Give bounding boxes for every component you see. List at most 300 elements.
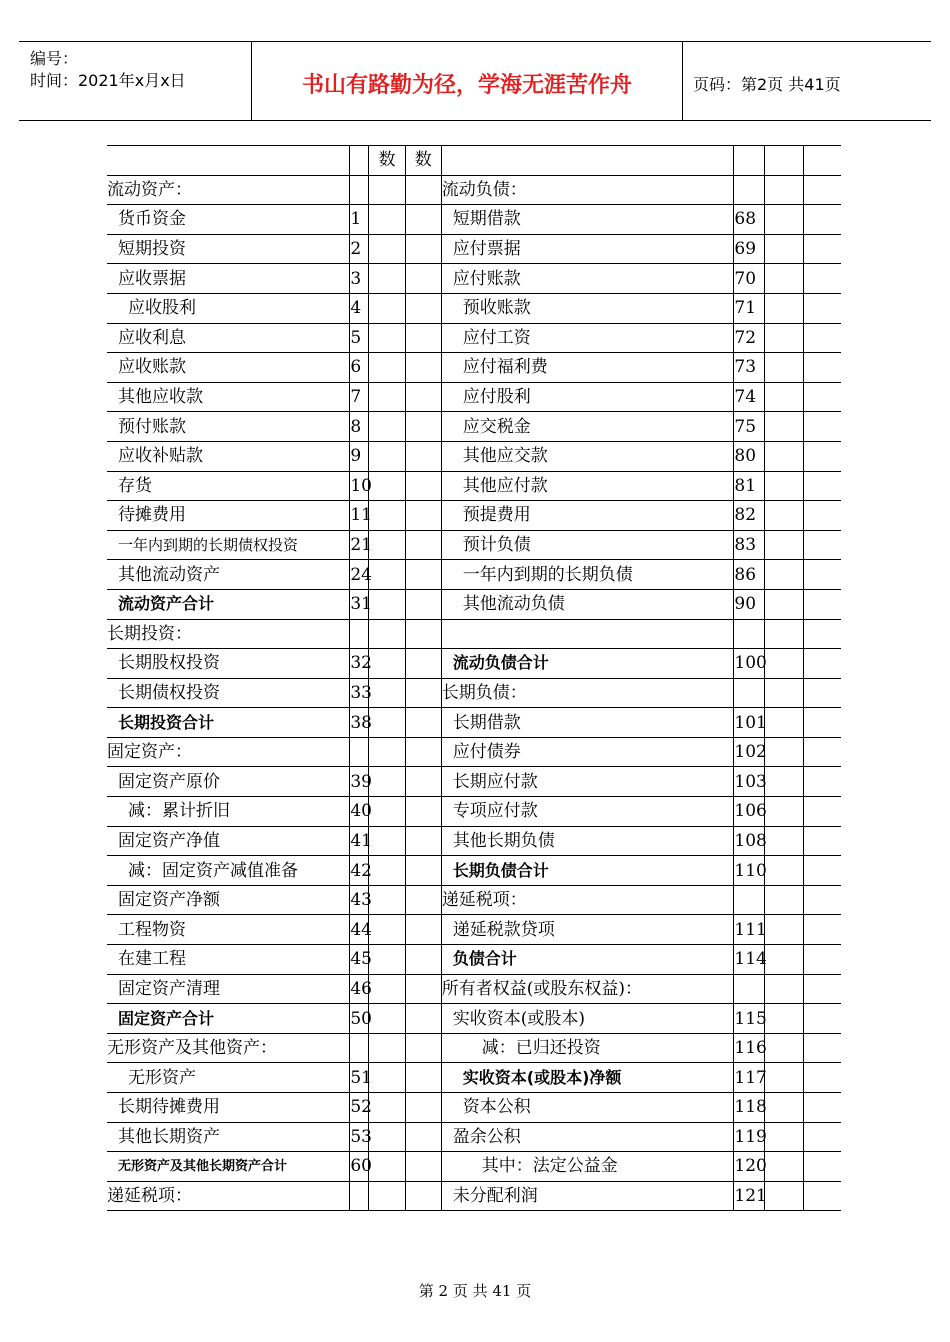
right-row-number <box>734 619 764 649</box>
left-value-cell <box>369 1093 405 1123</box>
right-row-number-text: 74 <box>734 387 757 408</box>
table-row <box>107 293 841 323</box>
left-value-cell <box>405 1004 441 1034</box>
right-value-cell <box>764 708 803 738</box>
right-row-number-text: 102 <box>734 742 767 763</box>
table-row <box>107 205 841 235</box>
left-value-cell <box>369 767 405 797</box>
right-item-label-text: 其他流动负债 <box>462 594 565 615</box>
left-row-number-text: 38 <box>350 712 372 733</box>
document-time-label: 时间：2021年x月x日 <box>30 71 186 90</box>
right-value-cell <box>764 856 803 886</box>
left-item-label-text: 递延税项： <box>107 1186 192 1207</box>
right-value-cell <box>803 293 841 323</box>
left-value-cell <box>405 708 441 738</box>
left-row-number-text: 6 <box>350 357 362 378</box>
right-row-number <box>734 293 764 323</box>
right-row-number-text: 69 <box>734 239 757 260</box>
left-item-label <box>107 945 350 975</box>
left-row-number <box>350 1093 372 1123</box>
left-row-number-text: 39 <box>350 771 372 792</box>
left-item-label <box>107 1152 350 1182</box>
table-row <box>107 323 841 353</box>
left-item-label-text: 固定资产清理 <box>118 978 220 999</box>
left-value-cell <box>405 323 441 353</box>
right-row-number <box>734 737 767 767</box>
table-row <box>107 974 841 1004</box>
left-value-cell <box>405 1152 441 1182</box>
right-row-number-text: 73 <box>734 357 757 378</box>
left-value-cell <box>369 323 405 353</box>
left-value-cell <box>369 205 405 235</box>
right-value-cell <box>764 501 803 531</box>
right-value-cell <box>764 441 803 471</box>
left-item-label <box>107 560 350 590</box>
right-item-label <box>441 678 734 708</box>
right-row-number-text: 70 <box>734 268 757 289</box>
left-row-number <box>350 619 369 649</box>
left-item-label <box>107 382 350 412</box>
right-item-label-text: 负债合计 <box>452 949 517 969</box>
column-header: 数 <box>405 146 441 176</box>
left-row-number <box>350 323 369 353</box>
right-row-number-text: 110 <box>734 860 767 881</box>
left-item-label-text: 固定资产原价 <box>118 771 220 792</box>
left-item-label-text: 流动资产： <box>107 179 192 200</box>
left-value-cell <box>369 856 405 886</box>
right-value-cell <box>803 1181 841 1211</box>
right-item-label <box>441 974 734 1004</box>
right-value-cell <box>803 619 841 649</box>
left-item-label-text: 长期债权投资 <box>118 682 220 703</box>
table-row <box>107 501 841 531</box>
left-value-cell <box>405 767 441 797</box>
left-value-cell <box>405 441 441 471</box>
right-value-cell <box>764 293 803 323</box>
right-row-number-text: 71 <box>734 298 757 319</box>
left-item-label <box>107 589 350 619</box>
right-value-cell <box>803 885 841 915</box>
right-item-label-text: 长期负债合计 <box>452 860 549 880</box>
left-row-number <box>350 1181 369 1211</box>
right-value-cell <box>764 264 803 294</box>
header-page-cell <box>683 42 931 120</box>
table-row <box>107 1033 841 1063</box>
header-page-number: 页码：第2页 共41页 <box>693 75 841 94</box>
left-value-cell <box>405 560 441 590</box>
left-item-label-text: 固定资产合计 <box>118 1008 215 1028</box>
left-row-number-text: 42 <box>350 860 372 881</box>
page-footer: 第 2 页 共 41 页 <box>418 1282 532 1300</box>
left-item-label-text: 待摊费用 <box>118 505 186 526</box>
left-item-label-text: 减：固定资产减值准备 <box>128 860 298 881</box>
left-item-label-text: 无形资产及其他资产： <box>107 1038 277 1059</box>
right-row-number <box>734 945 767 975</box>
left-value-cell <box>405 412 441 442</box>
left-value-cell <box>369 678 405 708</box>
left-value-cell <box>369 708 405 738</box>
right-item-label-text: 递延税款贷项 <box>452 919 555 940</box>
right-row-number <box>734 1152 767 1182</box>
motto-text: 书山有路勤为径，学海无涯苦作舟 <box>301 73 632 98</box>
right-item-label <box>441 619 734 649</box>
left-row-number <box>350 560 372 590</box>
right-value-cell <box>764 560 803 590</box>
right-item-label <box>441 1181 734 1211</box>
left-item-label <box>107 353 350 383</box>
left-item-label <box>107 323 350 353</box>
table-row <box>107 708 841 738</box>
left-item-label <box>107 264 350 294</box>
left-row-number-text: 52 <box>350 1097 372 1118</box>
left-row-number-text: 41 <box>350 830 372 851</box>
header-info-cell <box>19 42 252 120</box>
right-value-cell <box>803 678 841 708</box>
right-row-number <box>734 382 764 412</box>
right-row-number <box>734 1181 767 1211</box>
left-item-label <box>107 175 350 205</box>
left-value-cell <box>405 915 441 945</box>
right-item-label <box>441 323 734 353</box>
left-row-number-text: 2 <box>350 239 362 260</box>
table-row <box>107 412 841 442</box>
right-item-label <box>441 234 734 264</box>
left-value-cell <box>405 856 441 886</box>
left-item-label-text: 固定资产： <box>107 742 192 763</box>
left-item-label-text: 无形资产及其他长期资产合计 <box>118 1159 288 1175</box>
left-item-label-text: 长期待摊费用 <box>118 1097 220 1118</box>
table-row <box>107 945 841 975</box>
left-item-label-text: 应收票据 <box>118 268 186 289</box>
left-value-cell <box>369 530 405 560</box>
left-value-cell <box>405 619 441 649</box>
right-value-cell <box>764 945 803 975</box>
right-item-label <box>441 737 734 767</box>
right-row-number <box>734 412 764 442</box>
right-item-label-text: 递延税项： <box>441 890 527 911</box>
right-value-cell <box>764 619 803 649</box>
left-value-cell <box>369 589 405 619</box>
right-item-label-text: 其中：法定公益金 <box>481 1156 618 1177</box>
left-row-number-text: 45 <box>350 949 372 970</box>
left-row-number <box>350 234 369 264</box>
right-row-number-text: 121 <box>734 1186 767 1207</box>
left-value-cell <box>405 974 441 1004</box>
right-row-number <box>734 915 767 945</box>
balance-sheet-table <box>107 145 841 1211</box>
right-value-cell <box>764 826 803 856</box>
right-value-cell <box>764 649 803 679</box>
right-item-label <box>441 441 734 471</box>
right-item-label <box>441 767 734 797</box>
left-value-cell <box>369 293 405 323</box>
left-row-number <box>350 1152 372 1182</box>
left-value-cell <box>369 441 405 471</box>
left-row-number <box>350 441 369 471</box>
left-item-label-text: 应收利息 <box>118 327 186 348</box>
right-value-cell <box>803 797 841 827</box>
right-value-cell <box>764 205 803 235</box>
right-row-number <box>734 560 764 590</box>
left-value-cell <box>369 1152 405 1182</box>
right-item-label <box>441 412 734 442</box>
right-row-number <box>734 471 764 501</box>
left-row-number-text: 11 <box>350 505 372 526</box>
right-item-label <box>441 205 734 235</box>
left-item-label <box>107 471 350 501</box>
left-value-cell <box>369 1063 405 1093</box>
left-value-cell <box>369 1122 405 1152</box>
right-value-cell <box>803 649 841 679</box>
left-item-label-text: 固定资产净值 <box>118 830 220 851</box>
table-row <box>107 797 841 827</box>
right-row-number-text: 101 <box>734 712 767 733</box>
left-value-cell <box>405 264 441 294</box>
right-item-label <box>441 649 734 679</box>
right-row-number-text: 119 <box>734 1126 767 1147</box>
right-row-number <box>734 826 767 856</box>
left-row-number-text: 4 <box>350 298 362 319</box>
right-item-label <box>441 501 734 531</box>
right-item-label <box>441 826 734 856</box>
left-row-number-text: 32 <box>350 653 372 674</box>
table-header-row <box>107 146 841 176</box>
left-value-cell <box>405 1093 441 1123</box>
left-item-label-text: 一年内到期的长期债权投资 <box>118 536 299 555</box>
left-row-number <box>350 1004 372 1034</box>
right-item-label-text: 应付福利费 <box>462 357 548 378</box>
left-row-number <box>350 589 372 619</box>
left-item-label <box>107 974 350 1004</box>
right-item-label <box>441 1093 734 1123</box>
left-value-cell <box>369 915 405 945</box>
right-item-label <box>441 1063 734 1093</box>
right-item-label <box>441 945 734 975</box>
table-row <box>107 1004 841 1034</box>
right-value-cell <box>803 323 841 353</box>
left-item-label-text: 流动资产合计 <box>118 594 215 614</box>
right-row-number <box>734 441 764 471</box>
left-item-label <box>107 826 350 856</box>
right-row-number <box>734 1122 767 1152</box>
right-value-cell <box>764 175 803 205</box>
right-value-cell <box>803 471 841 501</box>
left-value-cell <box>369 649 405 679</box>
right-row-number <box>734 797 767 827</box>
left-item-label <box>107 1122 350 1152</box>
right-item-label <box>441 708 734 738</box>
left-value-cell <box>369 382 405 412</box>
right-value-cell <box>803 826 841 856</box>
right-value-cell <box>764 353 803 383</box>
table-row <box>107 1093 841 1123</box>
left-row-number-text: 7 <box>350 387 362 408</box>
table-row <box>107 560 841 590</box>
right-value-cell <box>803 175 841 205</box>
right-row-number-text: 82 <box>734 505 757 526</box>
right-value-cell <box>803 205 841 235</box>
left-row-number <box>350 205 369 235</box>
right-row-number-text: 90 <box>734 594 757 615</box>
left-row-number <box>350 767 372 797</box>
left-item-label <box>107 293 350 323</box>
left-item-label <box>107 885 350 915</box>
left-row-number <box>350 678 372 708</box>
right-value-cell <box>764 382 803 412</box>
right-item-label-text: 应交税金 <box>462 416 531 437</box>
right-row-number-text: 114 <box>734 949 767 970</box>
left-item-label-text: 长期投资： <box>107 623 192 644</box>
left-item-label-text: 应收补贴款 <box>118 446 203 467</box>
right-value-cell <box>803 1152 841 1182</box>
right-row-number-text: 115 <box>734 1008 767 1029</box>
right-value-cell <box>803 945 841 975</box>
left-item-label-text: 预付账款 <box>118 416 186 437</box>
document-number-label: 编号： <box>30 49 79 68</box>
left-value-cell <box>369 1033 405 1063</box>
left-value-cell <box>405 1033 441 1063</box>
left-row-number-text: 9 <box>350 446 362 467</box>
left-row-number <box>350 1122 372 1152</box>
left-value-cell <box>369 501 405 531</box>
left-row-number <box>350 797 372 827</box>
right-item-label-text: 应付债券 <box>452 742 521 763</box>
left-row-number <box>350 382 369 412</box>
left-item-label-text: 在建工程 <box>118 949 186 970</box>
right-row-number-text: 106 <box>734 801 767 822</box>
left-item-label-text: 长期投资合计 <box>118 712 215 732</box>
right-item-label <box>441 530 734 560</box>
right-row-number-text: 80 <box>734 446 757 467</box>
left-item-label <box>107 441 350 471</box>
right-item-label-text: 应付股利 <box>462 387 531 408</box>
left-row-number <box>350 530 372 560</box>
left-row-number <box>350 649 372 679</box>
table-row <box>107 589 841 619</box>
left-item-label <box>107 767 350 797</box>
right-value-cell <box>764 530 803 560</box>
left-value-cell <box>369 560 405 590</box>
left-row-number <box>350 1063 372 1093</box>
right-value-cell <box>764 678 803 708</box>
right-item-label-text: 短期借款 <box>452 209 521 230</box>
table-row <box>107 382 841 412</box>
left-row-number-text: 60 <box>350 1156 372 1177</box>
left-value-cell <box>405 797 441 827</box>
right-item-label-text: 所有者权益(或股东权益)： <box>441 978 643 999</box>
column-header: 数 <box>369 146 405 176</box>
left-value-cell <box>369 619 405 649</box>
left-row-number <box>350 885 372 915</box>
right-row-number-text: 72 <box>734 327 757 348</box>
left-value-cell <box>405 530 441 560</box>
right-item-label-text: 其他长期负债 <box>452 830 555 851</box>
right-value-cell <box>803 1093 841 1123</box>
left-row-number-text: 44 <box>350 919 372 940</box>
right-row-number <box>734 767 767 797</box>
right-item-label <box>441 293 734 323</box>
right-item-label-text: 长期借款 <box>452 712 521 733</box>
left-row-number <box>350 856 372 886</box>
right-value-cell <box>764 1122 803 1152</box>
left-value-cell <box>405 353 441 383</box>
right-row-number-text: 83 <box>734 535 757 556</box>
right-value-cell <box>803 915 841 945</box>
left-item-label-text: 短期投资 <box>118 239 186 260</box>
left-row-number-text: 24 <box>350 564 372 585</box>
right-item-label <box>441 797 734 827</box>
header-cell-blank <box>734 146 764 176</box>
right-item-label <box>441 353 734 383</box>
left-item-label-text: 其他应收款 <box>118 387 203 408</box>
right-row-number-text: 81 <box>734 475 757 496</box>
right-item-label-text: 一年内到期的长期负债 <box>462 564 633 585</box>
right-value-cell <box>764 1181 803 1211</box>
right-value-cell <box>764 1004 803 1034</box>
left-value-cell <box>405 1063 441 1093</box>
right-item-label <box>441 915 734 945</box>
left-item-label <box>107 856 350 886</box>
right-row-number <box>734 678 764 708</box>
right-value-cell <box>764 885 803 915</box>
right-item-label <box>441 175 734 205</box>
left-value-cell <box>405 1181 441 1211</box>
left-row-number <box>350 974 372 1004</box>
table-row <box>107 1181 841 1211</box>
left-row-number <box>350 945 372 975</box>
right-item-label-text: 流动负债合计 <box>452 653 549 673</box>
right-item-label-text: 长期负债： <box>441 682 527 703</box>
right-item-label-text: 应付账款 <box>452 268 521 289</box>
right-row-number <box>734 1033 767 1063</box>
left-item-label <box>107 619 350 649</box>
right-value-cell <box>764 915 803 945</box>
right-row-number <box>734 589 764 619</box>
left-value-cell <box>405 649 441 679</box>
left-row-number-text: 40 <box>350 801 372 822</box>
table-row <box>107 471 841 501</box>
table-row <box>107 530 841 560</box>
left-value-cell <box>405 234 441 264</box>
left-value-cell <box>405 737 441 767</box>
right-row-number <box>734 501 764 531</box>
left-value-cell <box>369 974 405 1004</box>
right-row-number-text: 68 <box>734 209 757 230</box>
right-item-label <box>441 1004 734 1034</box>
left-item-label-text: 长期股权投资 <box>118 653 220 674</box>
table-row <box>107 1122 841 1152</box>
table-row <box>107 678 841 708</box>
left-item-label <box>107 1093 350 1123</box>
left-row-number-text: 51 <box>350 1067 372 1088</box>
right-value-cell <box>764 589 803 619</box>
table-row <box>107 353 841 383</box>
left-value-cell <box>405 382 441 412</box>
right-item-label <box>441 1033 734 1063</box>
left-value-cell <box>405 945 441 975</box>
left-value-cell <box>405 175 441 205</box>
right-row-number <box>734 205 764 235</box>
right-row-number <box>734 885 764 915</box>
left-row-number <box>350 708 372 738</box>
right-value-cell <box>803 767 841 797</box>
right-item-label <box>441 471 734 501</box>
right-row-number-text: 111 <box>734 919 767 940</box>
left-row-number-text: 3 <box>350 268 362 289</box>
left-item-label-text: 货币资金 <box>118 209 186 230</box>
right-value-cell <box>764 471 803 501</box>
left-value-cell <box>405 589 441 619</box>
